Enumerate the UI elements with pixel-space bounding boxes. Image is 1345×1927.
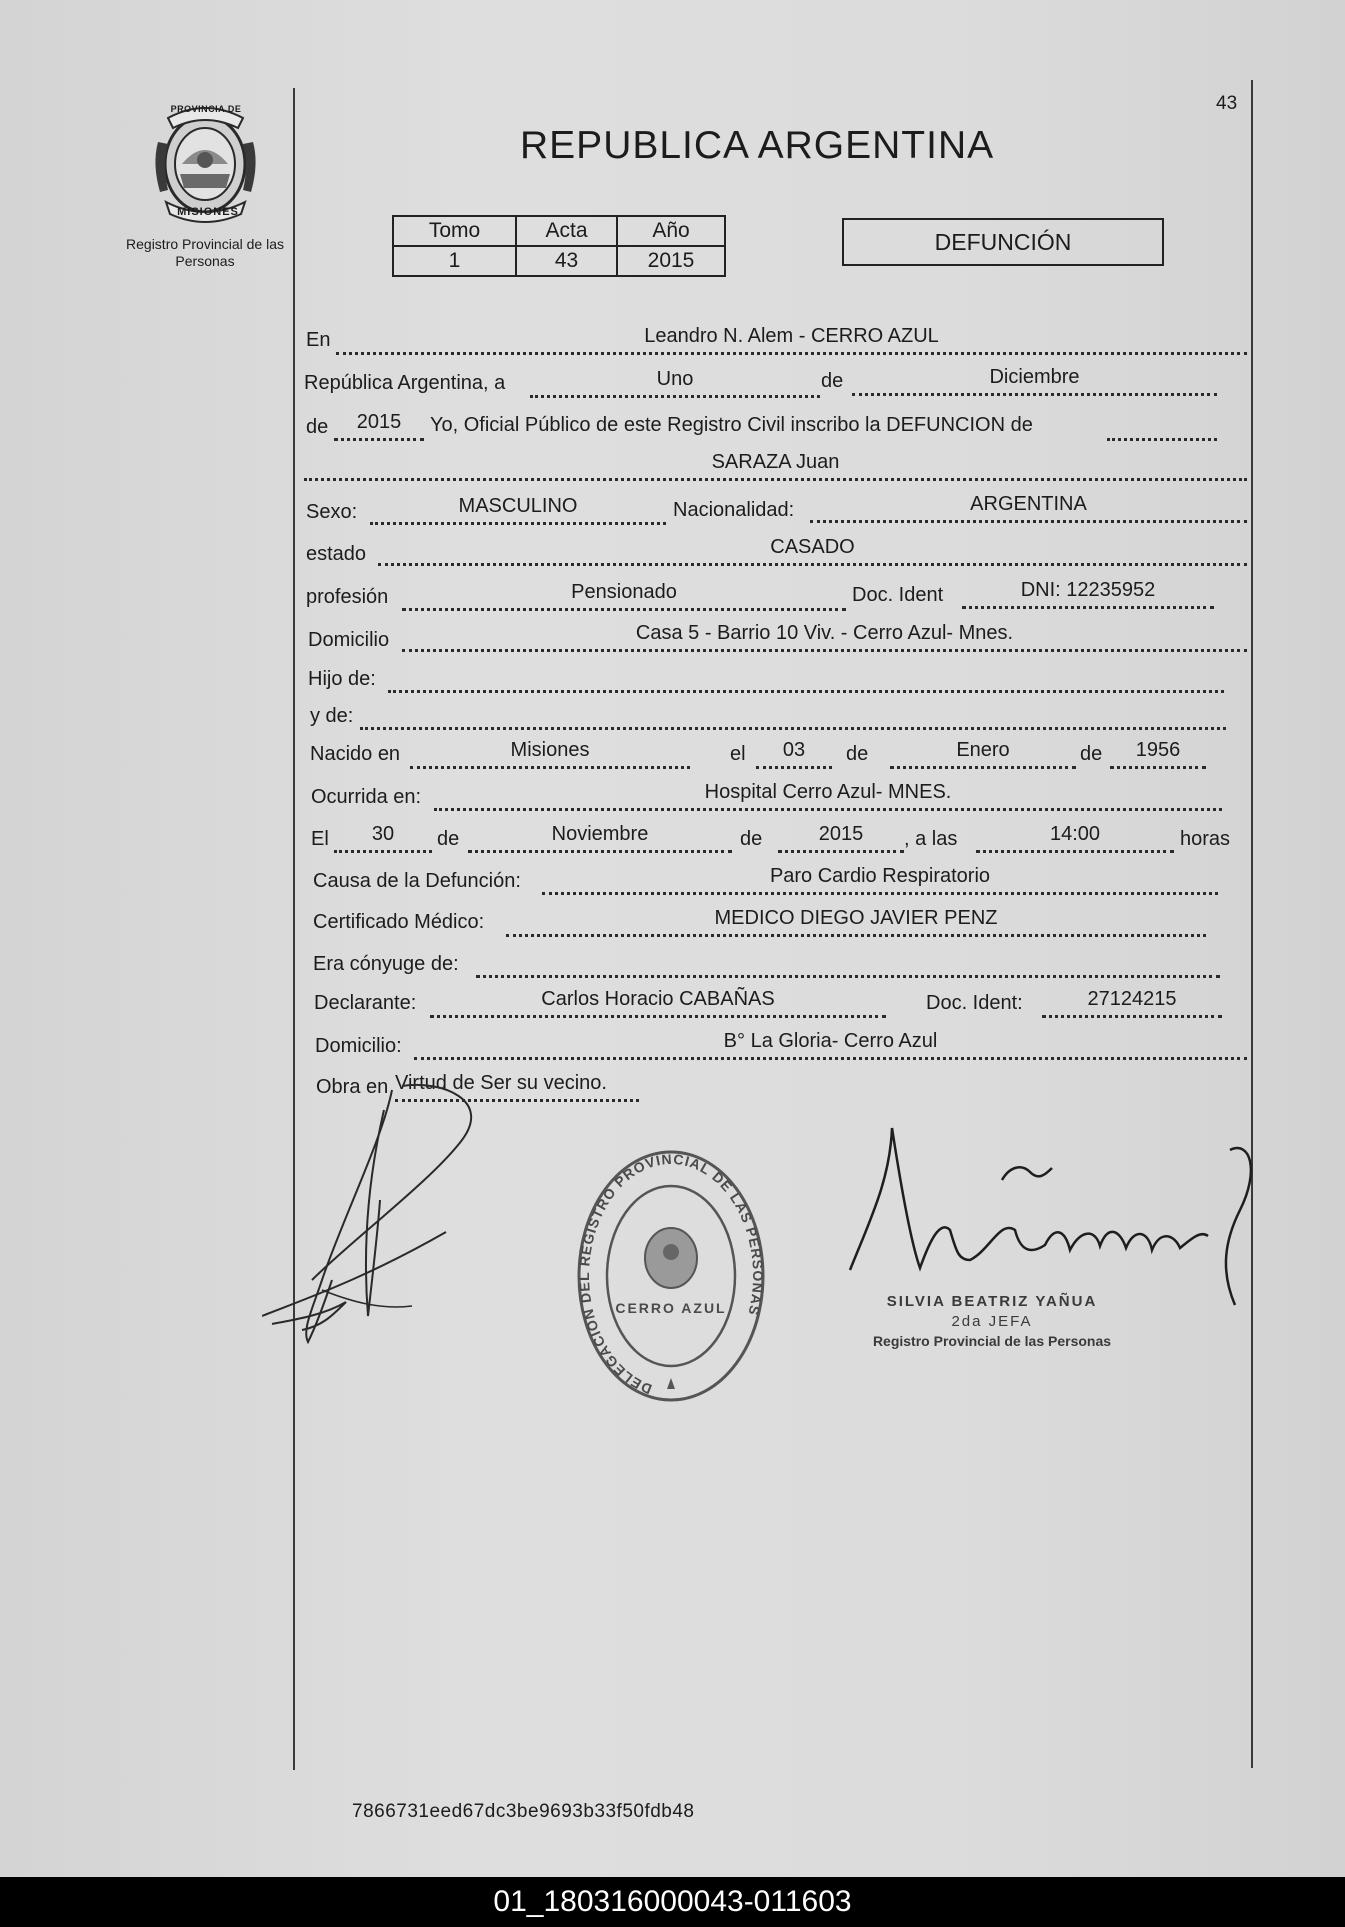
page-number: 43 (1216, 93, 1238, 114)
signature-name: SILVIA BEATRIZ YAÑUA (886, 1293, 1098, 1310)
estado-field: CASADO (378, 535, 1247, 566)
tomo-value: 1 (393, 246, 516, 276)
label-republica: República Argentina, a (304, 372, 506, 394)
certificado-field: MEDICO DIEGO JAVIER PENZ (506, 906, 1206, 937)
lugar-field: Leandro N. Alem - CERRO AZUL (336, 324, 1247, 355)
footer-id-bar: 01_180316000043-011603 (0, 1877, 1345, 1927)
nombre-field: SARAZA Juan (304, 450, 1247, 481)
label-horas: horas (1180, 828, 1231, 850)
nac-mes-field: Enero (890, 738, 1076, 769)
def-mes-field: Noviembre (468, 822, 732, 853)
declarante-field: Carlos Horacio CABAÑAS (430, 987, 886, 1018)
label-conyuge: Era cónyuge de: (313, 953, 459, 975)
sexo-field: MASCULINO (370, 494, 666, 525)
registry-label: Registro Provincial de las Personas (126, 236, 284, 269)
office-stamp (574, 1148, 768, 1408)
record-type-box: DEFUNCIÓN (842, 218, 1164, 266)
acta-header: Acta (516, 216, 617, 246)
right-margin-line (1251, 80, 1253, 1768)
book-header-row (393, 216, 725, 246)
official-signature (840, 1120, 1270, 1320)
anio-field: 2015 (334, 410, 424, 441)
signature-office: Registro Provincial de las Personas (872, 1333, 1112, 1349)
label-doc2: Doc. Ident: (926, 992, 1023, 1014)
label-yde: y de: (310, 705, 354, 727)
label-el: el (730, 743, 746, 765)
label-nacido: Nacido en (310, 743, 401, 765)
label-certificado: Certificado Médico: (313, 911, 485, 933)
label-de-3: de (846, 743, 869, 765)
conyuge-field (476, 947, 1220, 978)
label-hijo: Hijo de: (308, 668, 376, 690)
book-reference-table (392, 215, 726, 277)
label-de-1: de (821, 370, 844, 392)
label-ocurrida: Ocurrida en: (311, 786, 422, 808)
profesion-field: Pensionado (402, 580, 846, 611)
document-title: REPUBLICA ARGENTINA (520, 124, 995, 167)
left-margin-line (293, 88, 295, 1770)
nac-anio-field: 1956 (1110, 738, 1206, 769)
anio-header: Año (617, 216, 725, 246)
book-value-row (393, 246, 725, 276)
label-inscribo: Yo, Oficial Público de este Registro Civil inscribo la DEFUNCION de (430, 414, 1033, 436)
label-de-4: de (1080, 743, 1103, 765)
label-domicilio2: Domicilio: (315, 1035, 402, 1057)
label-obra: Obra en (316, 1076, 389, 1098)
label-de-2: de (306, 416, 329, 438)
tomo-header: Tomo (393, 216, 516, 246)
inscribo-blank (1107, 410, 1217, 441)
label-de-6: de (740, 828, 763, 850)
acta-value: 43 (516, 246, 617, 276)
label-de-5: de (437, 828, 460, 850)
label-profesion: profesión (306, 586, 389, 608)
domicilio-declarante-field: B° La Gloria- Cerro Azul (414, 1029, 1247, 1060)
hijo-field (388, 662, 1224, 693)
dia-field: Uno (530, 367, 820, 398)
ocurrida-field: Hospital Cerro Azul- MNES. (434, 780, 1222, 811)
def-anio-field: 2015 (778, 822, 904, 853)
label-sexo: Sexo: (306, 501, 358, 523)
nacionalidad-field: ARGENTINA (810, 492, 1247, 523)
domicilio-field: Casa 5 - Barrio 10 Viv. - Cerro Azul- Mnes. (402, 621, 1247, 652)
obra-field: Virtud de Ser su vecino. (395, 1071, 639, 1102)
label-en: En (306, 329, 331, 351)
doc-field: DNI: 12235952 (962, 578, 1214, 609)
emblem-top-text: PROVINCIA DE (170, 104, 242, 114)
stamp-inner-text: CERRO AZUL (615, 1300, 727, 1316)
hora-field: 14:00 (976, 822, 1174, 853)
declarant-signature (262, 1080, 502, 1350)
label-el2: El (311, 828, 329, 850)
label-declarante: Declarante: (314, 992, 417, 1014)
def-dia-field: 30 (334, 822, 432, 853)
anio-value: 2015 (617, 246, 725, 276)
signature-role: 2da JEFA (951, 1313, 1033, 1330)
stamp-ring-text: DELEGACION DEL REGISTRO PROVINCIAL DE LAS PERSONAS (576, 1150, 767, 1398)
causa-field: Paro Cardio Respiratorio (542, 864, 1218, 895)
emblem-bottom-text: MISIONES (177, 206, 239, 218)
document-hash: 7866731eed67dc3be9693b33f50fdb48 (352, 1801, 695, 1822)
label-causa: Causa de la Defunción: (313, 870, 521, 892)
label-doc: Doc. Ident (852, 584, 944, 606)
nac-dia-field: 03 (756, 738, 832, 769)
yde-field (360, 699, 1226, 730)
label-alas: , a las (904, 828, 958, 850)
label-estado: estado (306, 543, 367, 565)
doc-declarante-field: 27124215 (1042, 987, 1222, 1018)
mes-field: Diciembre (852, 365, 1217, 396)
nacido-field: Misiones (410, 738, 690, 769)
label-domicilio: Domicilio (308, 629, 390, 651)
label-nacionalidad: Nacionalidad: (673, 499, 795, 521)
